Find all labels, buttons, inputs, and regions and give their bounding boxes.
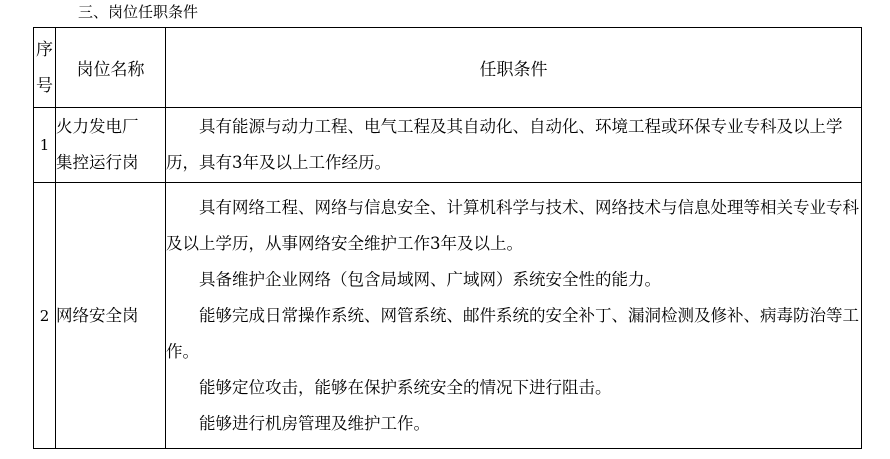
table-row (34, 108, 862, 183)
header-seq (34, 28, 56, 108)
header-seq-line2: 号 (36, 75, 53, 96)
job-requirements-table (33, 27, 862, 449)
section-heading: 三、岗位任职条件 (78, 3, 199, 21)
requirement-paragraph: 能够完成日常操作系统、网管系统、邮件系统的安全补丁、漏洞检测及修补、病毒防治等工作。 (166, 305, 859, 361)
row-seq: 2 (34, 183, 56, 449)
row-requirements (166, 108, 862, 183)
requirement-paragraph: 能够定位攻击，能够在保护系统安全的情况下进行阻击。 (199, 377, 612, 397)
table-row (34, 183, 862, 449)
requirement-paragraph: 能够进行机房管理及维护工作。 (199, 413, 430, 433)
position-name-line1: 网络安全岗 (56, 305, 139, 325)
header-seq-line1: 序 (36, 39, 53, 60)
row-seq: 1 (34, 108, 56, 183)
requirement-paragraph: 具有能源与动力工程、电气工程及其自动化、自动化、环境工程或环保专业专科及以上学历，具有3年及以上工作经历。 (166, 117, 843, 172)
header-position-name: 岗位名称 (56, 28, 166, 108)
requirement-paragraph: 具备维护企业网络（包含局域网、广域网）系统安全性的能力。 (199, 269, 661, 289)
header-requirements: 任职条件 (166, 28, 862, 108)
row-requirements (166, 183, 862, 449)
row-position-name (56, 108, 166, 183)
position-name-line1: 火力发电厂 (56, 117, 139, 136)
table-header-row (34, 28, 862, 108)
row-position-name (56, 183, 166, 449)
requirement-paragraph: 具有网络工程、网络与信息安全、计算机科学与技术、网络技术与信息处理等相关专业专科及以上学历，从事网络安全维护工作3年及以上。 (166, 197, 859, 253)
position-name-line2: 集控运行岗 (56, 153, 139, 172)
